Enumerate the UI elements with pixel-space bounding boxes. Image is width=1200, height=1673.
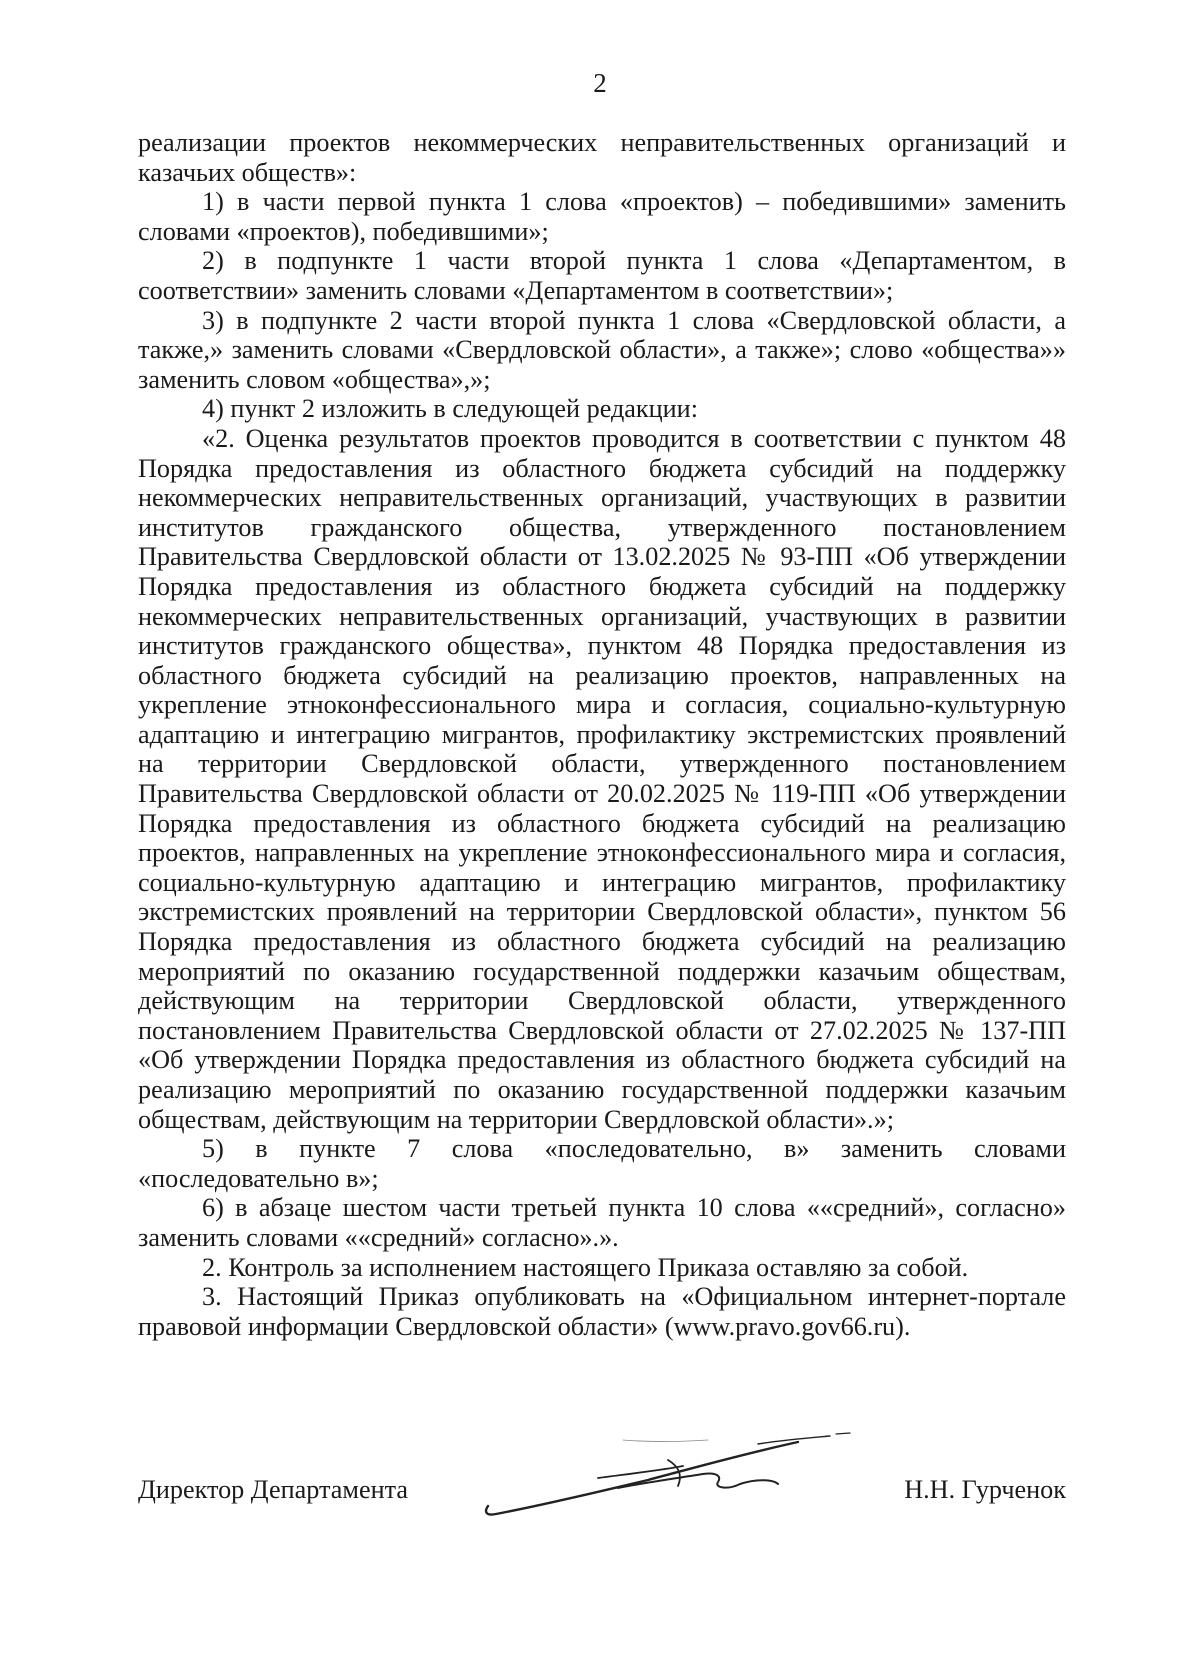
paragraph-item-2: 2) в подпункте 1 части второй пункта 1 слова «Департаментом, в соответствии» заменить словами «Департаментом в соответствии»; [138, 246, 1066, 305]
signer-position: Директор Департамента [138, 1475, 408, 1504]
paragraph-point-3-publish: 3. Настоящий Приказ опубликовать на «Официальном интернет-портале правовой информации Свердловской области» (www.pravo.gov66.ru). [138, 1282, 1066, 1341]
paragraph-item-4: 4) пункт 2 изложить в следующей редакции: [202, 394, 698, 424]
paragraph-item-5: 5) в пункте 7 слова «последовательно, в» заменить словами «последовательно в»; [138, 1134, 1066, 1193]
paragraph-point-2-control: 2. Контроль за исполнением настоящего Приказа оставляю за собой. [202, 1252, 969, 1282]
signer-name: Н.Н. Гурченок [904, 1475, 1066, 1504]
document-body [138, 128, 1066, 1341]
signature-block [138, 1475, 1066, 1515]
paragraph-item-1: 1) в части первой пункта 1 слова «проектов) – победившими» заменить словами «проектов), победившими»; [138, 187, 1066, 246]
paragraph-item-3: 3) в подпункте 2 части второй пункта 1 слова «Свердловской области, а также,» заменить словами «Свердловской области», а также»; слово «общества»» заменить словом «общества»,»; [138, 305, 1066, 394]
page-number: 2 [593, 68, 607, 98]
paragraph-continuation: реализации проектов некоммерческих неправительственных организаций и казачьих обществ»: [138, 128, 1066, 187]
paragraph-item-6: 6) в абзаце шестом части третьей пункта 10 слова ««средний», согласно» заменить словами ««средний» согласно».». [138, 1193, 1066, 1252]
paragraph-new-point-2: «2. Оценка результатов проектов проводится в соответствии с пунктом 48 Порядка предоставления из областного бюджета субсидий на поддержку некоммерческих неправительственных организаций, участвующих в развитии институтов гражданского общества, утвержденного постановлением Правительства Свердловской области от 13.02.2025 № 93-ПП «Об утверждении Порядка предоставления из областного бюджета субсидий на поддержку некоммерческих неправительственных организаций, участвующих в развитии институтов гражданского общества», пунктом 48 Порядка предоставления из областного бюджета субсидий на реализацию проектов, направленных на укрепление этноконфессионального мира и согласия, социально-культурную адаптацию и интеграцию мигрантов, профилактику экстремистских проявлений на территории Свердловской области, утвержденного постановлением Правительства Свердловской области от 20.02.2025 № 119-ПП «Об утверждении Порядка предоставления из областного бюджета субсидий на реализацию проектов, направленных на укрепление этноконфессионального мира и согласия, социально-культурную адаптацию и интеграцию мигрантов, профилактику экстремистских проявлений на территории Свердловской области», пунктом 56 Порядка предоставления из областного бюджета субсидий на реализацию мероприятий по оказанию государственной поддержки казачьим обществам, действующим на территории Свердловской области, утвержденного постановлением Правительства Свердловской области от 27.02.2025 № 137-ПП «Об утверждении Порядка предоставления из областного бюджета субсидий на реализацию мероприятий по оказанию государственной поддержки казачьим обществам, действующим на территории Свердловской области».»; [138, 423, 1066, 1134]
